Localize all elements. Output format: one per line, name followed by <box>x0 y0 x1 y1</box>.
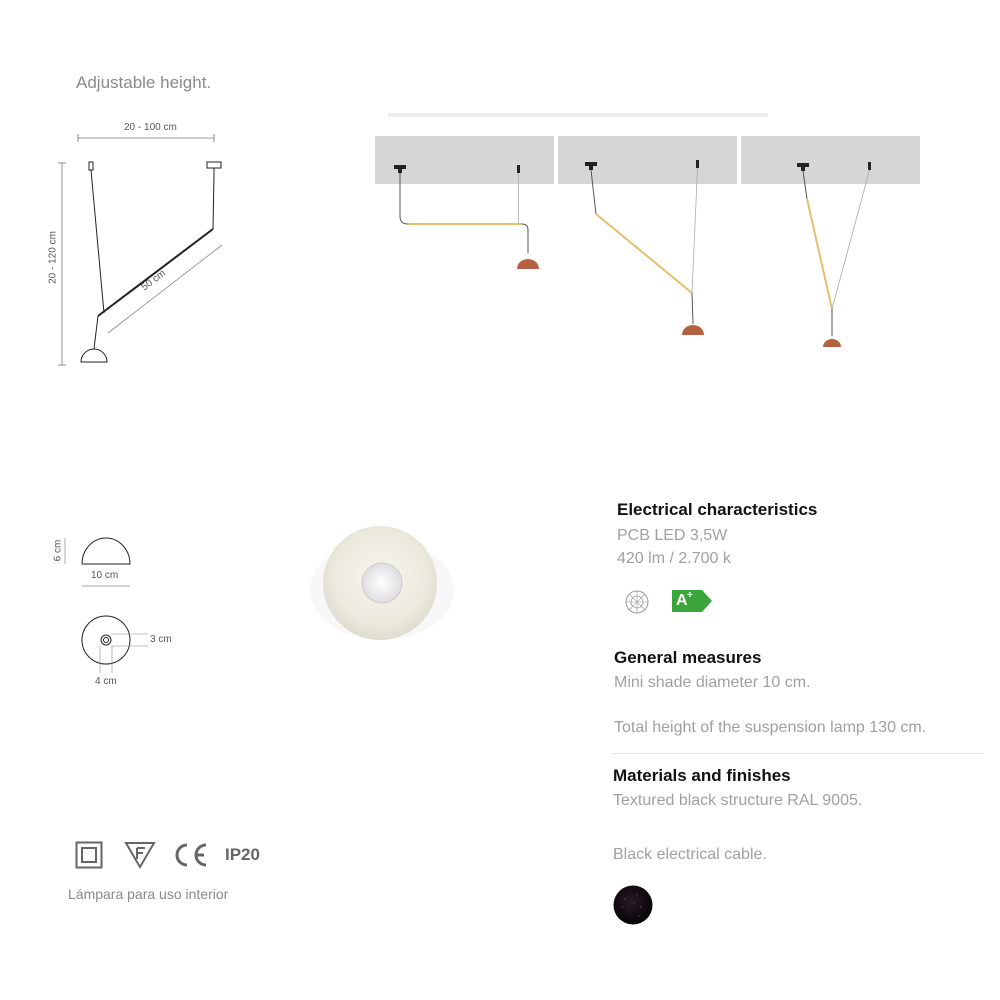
led-icon <box>624 589 650 615</box>
measures-line-2: Total height of the suspension lamp 130 cm. <box>614 719 927 736</box>
class-ii-icon <box>75 841 103 869</box>
adjustable-height-caption: Adjustable height. <box>76 73 212 92</box>
shade-inner-label: 3 cm <box>150 634 172 645</box>
ce-mark-icon <box>172 842 210 868</box>
shade-dimension-svg <box>50 528 190 698</box>
electrical-line-1: PCB LED 3,5W <box>617 527 728 544</box>
electrical-title: Electrical characteristics <box>617 500 818 519</box>
materials-line-2: Black electrical cable. <box>613 846 767 863</box>
shade-photo-svg <box>290 520 470 650</box>
ip-rating: IP20 <box>225 845 260 864</box>
shade-width-label: 10 cm <box>91 570 119 581</box>
section-divider <box>612 753 984 754</box>
height-range-label: 20 - 120 cm <box>47 231 59 284</box>
energy-class-badge <box>672 590 712 612</box>
measures-title: General measures <box>614 648 762 667</box>
dimension-drawing-svg <box>40 115 240 375</box>
shade-bottom-label: 4 cm <box>95 676 117 687</box>
electrical-line-2: 420 lm / 2.700 k <box>617 550 731 567</box>
shade-photo <box>290 520 470 650</box>
arm-length-label: 50 cm <box>139 267 168 294</box>
configurations-svg <box>374 103 922 363</box>
energy-class-plus: + <box>687 590 693 601</box>
configuration-illustrations <box>374 103 922 363</box>
indoor-use-note: Lámpara para uso interior <box>68 886 229 902</box>
dimension-drawing <box>40 115 240 375</box>
shade-dimension-drawing <box>50 528 190 698</box>
f-mark-icon <box>124 841 156 869</box>
shade-height-label: 6 cm <box>52 539 64 562</box>
width-range-label: 20 - 100 cm <box>124 122 177 133</box>
energy-class-letter: A <box>676 592 688 609</box>
materials-title: Materials and finishes <box>613 766 791 785</box>
black-finish-swatch <box>613 885 653 925</box>
materials-line-1: Textured black structure RAL 9005. <box>613 792 863 809</box>
measures-line-1: Mini shade diameter 10 cm. <box>614 674 811 691</box>
